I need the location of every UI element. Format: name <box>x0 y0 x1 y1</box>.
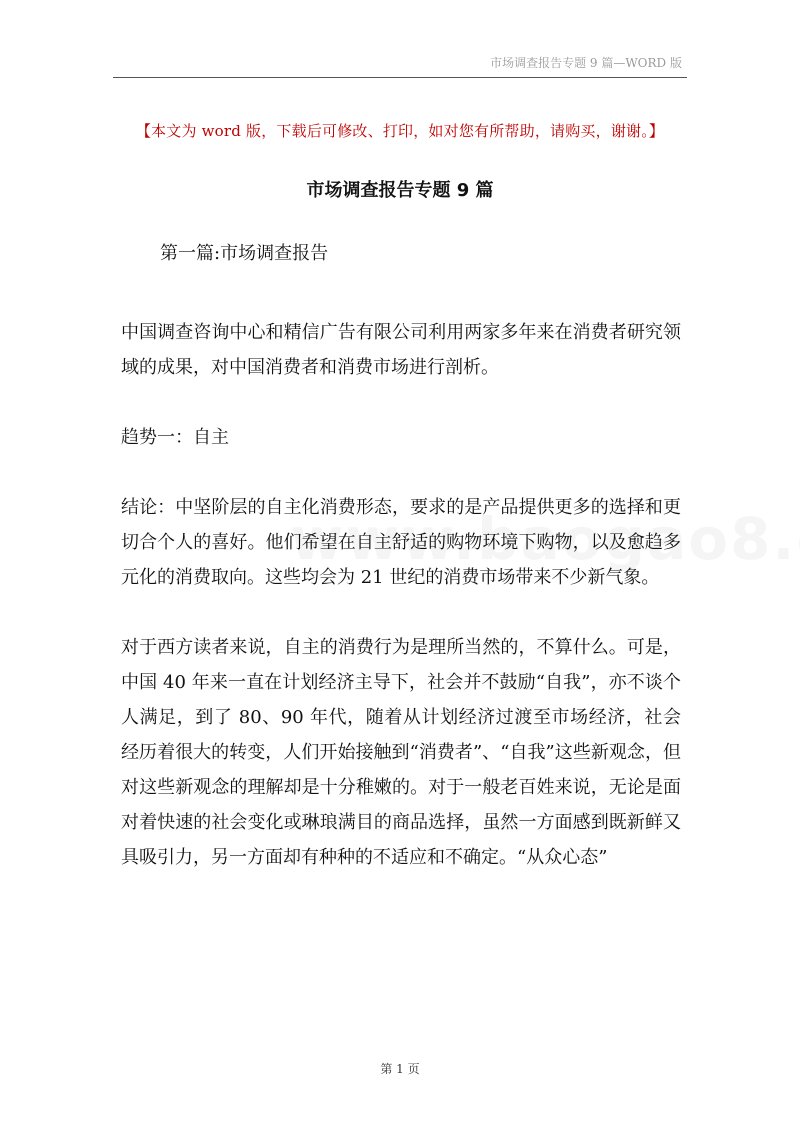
paragraph-western-readers: 对于西方读者来说，自主的消费行为是理所当然的，不算什么。可是，中国 40 年来一直在计划经济主导下，社会并不鼓励“自我”，亦不谈个人满足，到了 80、90 年代，随着从计划经济过渡至市场经济，社会经历着很大的转变，人们开始接触到“消费者”、“自我”这些新观念，但对这些新观念的理解却是十分稚嫩的。对于一般老百姓来说，无论是面对着快速的社会变化或琳琅满目的商品选择，虽然一方面感到既新鲜又具吸引力，另一方面却有种种的不适应和不确定。“从众心态” <box>121 637 681 868</box>
download-notice: 【本文为 word 版，下载后可修改、打印，如对您有所帮助，请购买，谢谢。】 <box>135 122 665 140</box>
header-divider <box>113 77 687 78</box>
paragraph-intro: 中国调查咨询中心和精信广告有限公司利用两家多年来在消费者研究领域的成果，对中国消费者和消费市场进行剖析。 <box>121 322 681 378</box>
section-heading: 第一篇:市场调查报告 <box>160 243 329 264</box>
document-body <box>121 315 681 910</box>
paragraph-conclusion: 结论：中坚阶层的自主化消费形态，要求的是产品提供更多的选择和更切合个人的喜好。他们希望在自主舒适的购物环境下购物，以及愈趋多元化的消费取向。这些均会为 21 世纪的消费市场带来不少新气象。 <box>121 497 681 588</box>
page-number: 第 1 页 <box>380 1062 420 1076</box>
document-title: 市场调查报告专题 9 篇 <box>306 180 494 201</box>
running-header: 市场调查报告专题 9 篇—WORD 版 <box>490 56 682 70</box>
paragraph-trend-heading: 趋势一：自主 <box>121 427 229 448</box>
